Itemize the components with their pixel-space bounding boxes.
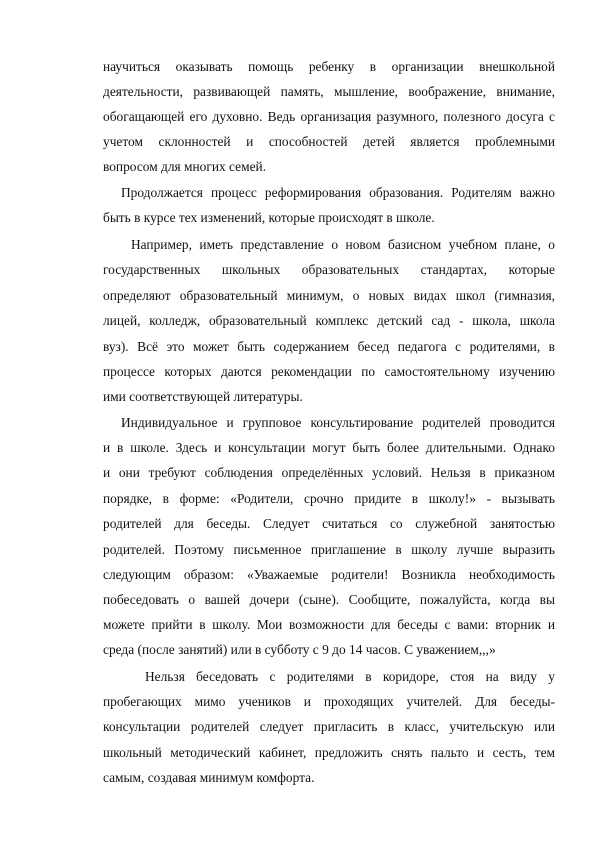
text-line: среда (после занятий) или в субботу с 9 до 14 часов. С уважением,,,» — [103, 642, 496, 657]
text-line: вопросом для многих семей. — [103, 159, 267, 174]
text-line: обогащающей его духовно. Ведь организация разумного, полезного досуга с — [103, 109, 555, 124]
text-line: родителей. Поэтому письменное приглашение в школу лучше выразить — [103, 542, 555, 557]
text-line: деятельности, развивающей память, мышление, воображение, внимание, — [103, 84, 555, 99]
text-line: порядке, в форме: «Родители, срочно придите в школу!» - вызывать — [103, 491, 555, 506]
text-line: определяют образовательный минимум, о новых видах школ (гимназия, — [103, 288, 555, 303]
text-line: самым, создавая минимум комфорта. — [103, 770, 315, 785]
text-line: консультации родителей следует пригласить в класс, учительскую или — [103, 719, 555, 734]
text-line: Продолжается процесс реформирования образования. Родителям важно — [121, 185, 555, 200]
text-line: Например, иметь представление о новом базисном учебном плане, о — [131, 237, 555, 252]
text-line: вуз). Всё это может быть содержанием бесед педагога с родителями, в — [103, 339, 555, 354]
text-line: Нельзя беседовать с родителями в коридоре, стоя на виду у — [145, 669, 555, 684]
text-line: учетом склонностей и способностей детей является проблемными — [103, 134, 555, 149]
text-line: Индивидуальное и групповое консультирование родителей проводится — [121, 415, 555, 430]
text-line: школьный методический кабинет, предложить снять пальто и сесть, тем — [103, 745, 555, 760]
text-line: следующим образом: «Уважаемые родители! Возникла необходимость — [103, 567, 555, 582]
text-line: и в школе. Здесь и консультации могут быть более длительными. Однако — [103, 440, 555, 455]
text-line: и они требуют соблюдения определённых условий. Нельзя в приказном — [103, 465, 555, 480]
text-line: научиться оказывать помощь ребенку в организации внешкольной — [103, 59, 555, 74]
text-line: ими соответствующей литературы. — [103, 389, 303, 404]
text-line: пробегающих мимо учеников и проходящих учителей. Для беседы- — [103, 694, 555, 709]
text-line: побеседовать о вашей дочери (сыне). Сообщите, пожалуйста, когда вы — [103, 592, 555, 607]
text-line: государственных школьных образовательных стандартах, которые — [103, 262, 555, 277]
text-line: можете прийти в школу. Мои возможности для беседы с вами: вторник и — [103, 617, 555, 632]
text-line: быть в курсе тех изменений, которые происходят в школе. — [103, 210, 435, 225]
text-line: лицей, колледж, образовательный комплекс детский сад - школа, школа — [103, 313, 555, 328]
text-line: родителей для беседы. Следует считаться со служебной занятостью — [103, 516, 555, 531]
text-line: процессе которых даются рекомендации по самостоятельному изучению — [103, 364, 555, 379]
